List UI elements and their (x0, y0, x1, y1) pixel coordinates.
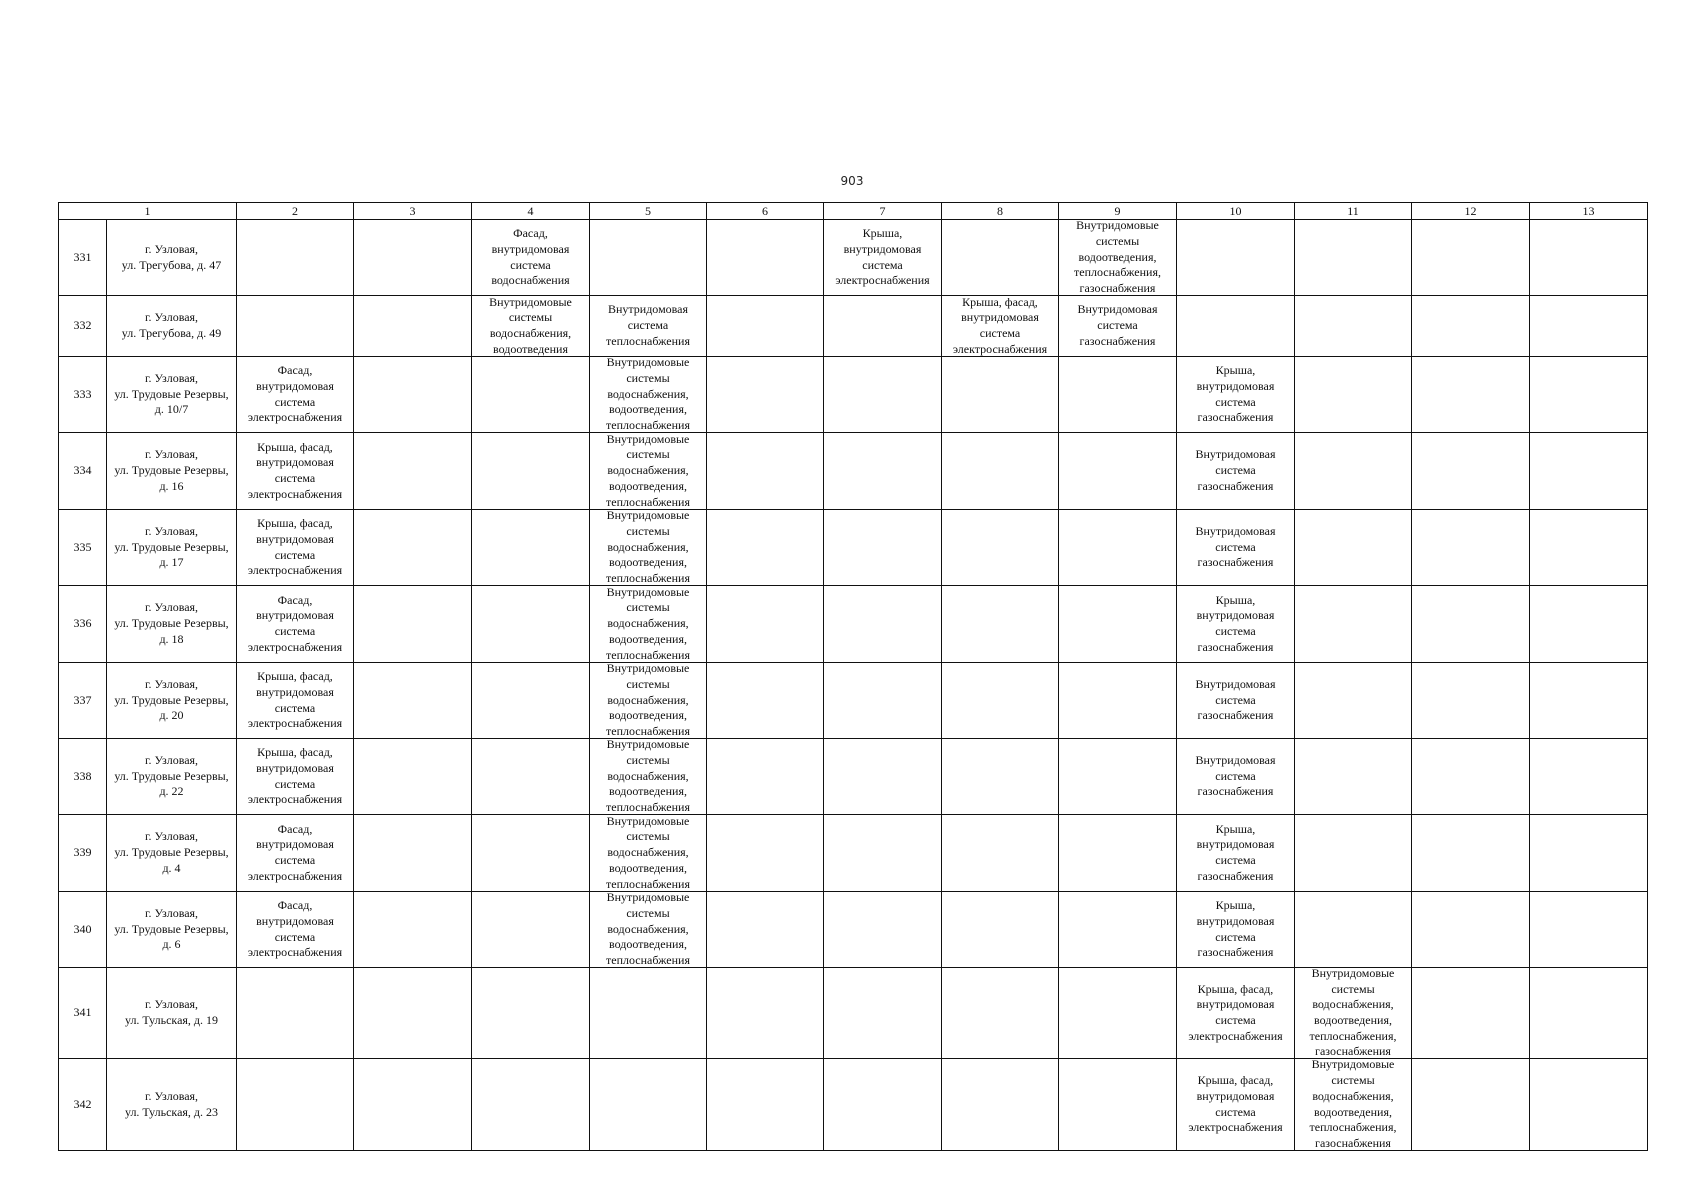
table-cell-col-7 (824, 739, 942, 815)
table-cell-col-5 (590, 586, 707, 663)
row-number-cell (59, 220, 107, 296)
table-cell-col-5 (590, 510, 707, 586)
table-cell-col-9 (1059, 357, 1177, 433)
address-cell (107, 739, 237, 815)
table-cell-col-12 (1412, 1059, 1530, 1151)
table-cell-col-3 (354, 968, 472, 1059)
table-cell-col-2 (237, 1059, 354, 1151)
address-cell-text: г. Узловая, ул. Трудовые Резервы, д. 18 (114, 600, 229, 646)
row-number-cell (59, 296, 107, 357)
table-cell-col-10 (1177, 968, 1295, 1059)
table-cell-col-2 (237, 663, 354, 739)
table-cell-col-5-text: Внутридомовые системы водоснабжения, водоотведения, теплоснабжения (606, 357, 690, 433)
table-cell-col-5-text: Внутридомовые системы водоснабжения, водоотведения, теплоснабжения (606, 433, 690, 509)
table-cell-col-11 (1295, 968, 1412, 1059)
table-cell-col-10 (1177, 357, 1295, 433)
column-header-7 (824, 203, 942, 220)
table-cell-col-8-text: Крыша, фасад, внутридомовая система электроснабжения (952, 296, 1048, 356)
table-cell-col-3 (354, 663, 472, 739)
table-cell-col-8 (942, 510, 1059, 586)
table-cell-col-12 (1412, 296, 1530, 357)
row-number-cell (59, 663, 107, 739)
table-cell-col-8 (942, 968, 1059, 1059)
table-cell-col-11 (1295, 357, 1412, 433)
table-cell-col-7 (824, 510, 942, 586)
table-cell-col-2-text: Крыша, фасад, внутридомовая система электроснабжения (247, 516, 343, 578)
table-cell-col-5-text: Внутридомовые системы водоснабжения, водоотведения, теплоснабжения (606, 815, 690, 891)
row-number-cell (59, 357, 107, 433)
table-cell-col-13 (1530, 1059, 1648, 1151)
table-cell-col-5 (590, 220, 707, 296)
table-cell-col-9 (1059, 739, 1177, 815)
table-cell-col-2 (237, 357, 354, 433)
table-cell-col-4 (472, 815, 590, 892)
table-cell-col-5 (590, 815, 707, 892)
table-cell-col-4 (472, 663, 590, 739)
table-cell-col-11-text: Внутридомовые системы водоснабжения, водоотведения, теплоснабжения, газоснабжения (1309, 1059, 1397, 1150)
table-cell-col-12 (1412, 433, 1530, 510)
table-cell-col-2 (237, 220, 354, 296)
column-header-5 (590, 203, 707, 220)
table-cell-col-6 (707, 220, 824, 296)
row-number-cell-text: 335 (73, 539, 92, 554)
row-number-cell-text: 332 (73, 318, 92, 333)
table-cell-col-13 (1530, 586, 1648, 663)
table-cell-col-9 (1059, 663, 1177, 739)
address-cell (107, 510, 237, 586)
address-cell (107, 663, 237, 739)
table-cell-col-6 (707, 433, 824, 510)
row-number-cell-text: 340 (73, 921, 92, 936)
table-cell-col-11-text: Внутридомовые системы водоснабжения, водоотведения, теплоснабжения, газоснабжения (1309, 968, 1397, 1059)
table-cell-col-2-text: Крыша, фасад, внутридомовая система электроснабжения (247, 439, 343, 501)
table-cell-col-2 (237, 739, 354, 815)
table-cell-col-8 (942, 739, 1059, 815)
table-cell-col-12 (1412, 968, 1530, 1059)
table-cell-col-7 (824, 892, 942, 968)
table-cell-col-2-text: Крыша, фасад, внутридомовая система электроснабжения (247, 669, 343, 731)
table-cell-col-5 (590, 739, 707, 815)
address-cell-text: г. Узловая, ул. Трудовые Резервы, д. 20 (114, 676, 229, 723)
table-cell-col-10 (1177, 433, 1295, 510)
table-cell-col-5 (590, 968, 707, 1059)
table-cell-col-3 (354, 510, 472, 586)
table-cell-col-10 (1177, 220, 1295, 296)
column-header-13-text: 13 (1582, 204, 1595, 218)
table-cell-col-4 (472, 1059, 590, 1151)
address-cell (107, 968, 237, 1059)
table-cell-col-7 (824, 815, 942, 892)
row-number-cell-text: 334 (73, 463, 92, 478)
column-header-6-text: 6 (762, 204, 768, 218)
table-cell-col-12 (1412, 510, 1530, 586)
table-cell-col-5 (590, 892, 707, 968)
table-cell-col-9-text: Внутридомовая система газоснабжения (1077, 302, 1158, 348)
column-header-13 (1530, 203, 1648, 220)
table-cell-col-4 (472, 433, 590, 510)
table-cell-col-3 (354, 296, 472, 357)
table-cell-col-10-text: Внутридомовая система газоснабжения (1195, 752, 1276, 799)
table-cell-col-8 (942, 220, 1059, 296)
table-cell-col-11 (1295, 892, 1412, 968)
table-cell-col-13 (1530, 663, 1648, 739)
table-cell-col-3 (354, 739, 472, 815)
table-cell-col-5-text: Внутридомовая система теплоснабжения (606, 302, 690, 348)
table-cell-col-10-text: Внутридомовая система газоснабжения (1195, 447, 1276, 493)
address-cell (107, 815, 237, 892)
table-cell-col-13 (1530, 892, 1648, 968)
table-cell-col-3 (354, 586, 472, 663)
table-cell-col-10 (1177, 296, 1295, 357)
address-cell (107, 357, 237, 433)
column-header-6 (707, 203, 824, 220)
table-cell-col-13 (1530, 815, 1648, 892)
column-header-2-text: 2 (292, 204, 298, 218)
table-cell-col-4 (472, 968, 590, 1059)
row-number-cell-text: 341 (73, 1005, 92, 1020)
table-cell-col-2 (237, 586, 354, 663)
address-cell (107, 296, 237, 357)
column-header-5-text: 5 (645, 204, 651, 218)
table-cell-col-5-text: Внутридомовые системы водоснабжения, водоотведения, теплоснабжения (606, 663, 690, 739)
table-cell-col-10 (1177, 510, 1295, 586)
table-cell-col-9 (1059, 433, 1177, 510)
table-cell-col-7 (824, 663, 942, 739)
table-cell-col-6 (707, 968, 824, 1059)
column-header-2 (237, 203, 354, 220)
table-cell-col-5-text: Внутридомовые системы водоснабжения, водоотведения, теплоснабжения (606, 586, 690, 662)
address-cell-text: г. Узловая, ул. Трудовые Резервы, д. 10/7 (114, 370, 229, 417)
table-cell-col-7 (824, 296, 942, 357)
table-cell-col-4-text: Фасад, внутридомовая система водоснабжения (491, 226, 570, 288)
column-header-11 (1295, 203, 1412, 220)
address-cell-text: г. Узловая, ул. Трудовые Резервы, д. 4 (114, 829, 229, 875)
table-cell-col-6 (707, 357, 824, 433)
table-cell-col-11 (1295, 663, 1412, 739)
table-cell-col-5-text: Внутридомовые системы водоснабжения, водоотведения, теплоснабжения (606, 892, 690, 968)
table-cell-col-4 (472, 739, 590, 815)
table-cell-col-2 (237, 892, 354, 968)
table-cell-col-2-text: Фасад, внутридомовая система электроснабжения (247, 363, 343, 425)
address-cell (107, 586, 237, 663)
row-number-cell (59, 739, 107, 815)
table-cell-col-7 (824, 1059, 942, 1151)
table-cell-col-5-text: Внутридомовые системы водоснабжения, водоотведения, теплоснабжения (606, 510, 690, 586)
table-cell-col-8 (942, 357, 1059, 433)
table-cell-col-2 (237, 510, 354, 586)
table-cell-col-4 (472, 220, 590, 296)
table-cell-col-2-text: Крыша, фасад, внутридомовая система электроснабжения (247, 745, 343, 807)
table-cell-col-10 (1177, 1059, 1295, 1151)
table-cell-col-6 (707, 663, 824, 739)
table-cell-col-5 (590, 663, 707, 739)
table-cell-col-12 (1412, 586, 1530, 663)
table-cell-col-9 (1059, 586, 1177, 663)
row-number-cell (59, 968, 107, 1059)
table-cell-col-7 (824, 357, 942, 433)
table-cell-col-7-text: Крыша, внутридомовая система электроснабжения (835, 226, 930, 288)
table-cell-col-8 (942, 296, 1059, 357)
table-cell-col-3 (354, 815, 472, 892)
table-cell-col-8 (942, 663, 1059, 739)
table-cell-col-6 (707, 815, 824, 892)
page-number: 903 (840, 174, 864, 188)
table-cell-col-8 (942, 815, 1059, 892)
table-cell-col-9 (1059, 296, 1177, 357)
column-header-1 (59, 203, 237, 220)
table-cell-col-10-text: Крыша, внутридомовая система газоснабжения (1196, 363, 1275, 425)
row-number-cell-text: 333 (73, 386, 92, 401)
table-cell-col-9 (1059, 968, 1177, 1059)
table-cell-col-3 (354, 1059, 472, 1151)
table-cell-col-2-text: Фасад, внутридомовая система электроснабжения (247, 821, 343, 883)
table-cell-col-13 (1530, 739, 1648, 815)
table-cell-col-2-text: Фасад, внутридомовая система электроснабжения (247, 898, 343, 960)
table-cell-col-13 (1530, 220, 1648, 296)
table-cell-col-2 (237, 433, 354, 510)
table-cell-col-2-text: Фасад, внутридомовая система электроснабжения (247, 592, 343, 654)
column-header-10 (1177, 203, 1295, 220)
column-header-9 (1059, 203, 1177, 220)
table-cell-col-4 (472, 296, 590, 357)
address-cell-text: г. Узловая, ул. Трегубова, д. 47 (121, 241, 222, 272)
address-cell-text: г. Узловая, ул. Тульская, д. 19 (124, 997, 219, 1027)
row-number-cell-text: 331 (73, 249, 92, 264)
table-cell-col-4 (472, 892, 590, 968)
table-cell-col-11 (1295, 815, 1412, 892)
table-cell-col-10 (1177, 739, 1295, 815)
table-cell-col-13 (1530, 433, 1648, 510)
column-header-10-text: 10 (1229, 204, 1242, 218)
table-cell-col-4-text: Внутридомовые системы водоснабжения, водоотведения (489, 296, 572, 356)
column-header-1-text: 1 (144, 204, 151, 218)
table-cell-col-6 (707, 1059, 824, 1151)
row-number-cell-text: 339 (73, 845, 92, 860)
table-cell-col-12 (1412, 815, 1530, 892)
row-number-cell (59, 1059, 107, 1151)
table-cell-col-3 (354, 220, 472, 296)
address-cell-text: г. Узловая, ул. Трудовые Резервы, д. 6 (114, 905, 229, 952)
row-number-cell-text: 337 (73, 692, 92, 707)
column-header-11-text: 11 (1347, 204, 1359, 218)
table-cell-col-6 (707, 892, 824, 968)
table-cell-col-11 (1295, 296, 1412, 357)
repair-schedule-table (58, 202, 1648, 1151)
column-header-3-text: 3 (409, 204, 416, 218)
table-cell-col-5 (590, 357, 707, 433)
table-cell-col-10 (1177, 815, 1295, 892)
table-cell-col-6 (707, 510, 824, 586)
table-cell-col-5 (590, 1059, 707, 1151)
table-cell-col-10-text: Внутридомовая система газоснабжения (1195, 523, 1276, 570)
table-cell-col-5-text: Внутридомовые системы водоснабжения, водоотведения, теплоснабжения (606, 739, 690, 815)
table-cell-col-10-text: Крыша, внутридомовая система газоснабжения (1196, 592, 1275, 654)
table-cell-col-11 (1295, 1059, 1412, 1151)
table-cell-col-7 (824, 968, 942, 1059)
table-cell-col-2 (237, 968, 354, 1059)
column-header-12 (1412, 203, 1530, 220)
table-cell-col-7 (824, 586, 942, 663)
row-number-cell (59, 815, 107, 892)
table-cell-col-10 (1177, 586, 1295, 663)
table-cell-col-12 (1412, 357, 1530, 433)
table-cell-col-6 (707, 296, 824, 357)
table-cell-col-6 (707, 739, 824, 815)
address-cell-text: г. Узловая, ул. Трудовые Резервы, д. 17 (114, 523, 229, 570)
column-header-8-text: 8 (997, 204, 1003, 218)
table-cell-col-9 (1059, 220, 1177, 296)
table-cell-col-12 (1412, 220, 1530, 296)
row-number-cell (59, 510, 107, 586)
table-cell-col-10-text: Крыша, фасад, внутридомовая система электроснабжения (1188, 981, 1283, 1043)
table-cell-col-10-text: Крыша, внутридомовая система газоснабжения (1196, 821, 1275, 883)
table-cell-col-8 (942, 433, 1059, 510)
row-number-cell-text: 336 (73, 616, 92, 631)
table-cell-col-8 (942, 892, 1059, 968)
table-cell-col-5 (590, 296, 707, 357)
table-cell-col-13 (1530, 968, 1648, 1059)
table-cell-col-12 (1412, 739, 1530, 815)
table-cell-col-9 (1059, 510, 1177, 586)
table-cell-col-5 (590, 433, 707, 510)
table-cell-col-7 (824, 433, 942, 510)
table-cell-col-2 (237, 815, 354, 892)
column-header-4-text: 4 (527, 204, 534, 218)
table-cell-col-4 (472, 586, 590, 663)
address-cell (107, 892, 237, 968)
table-cell-col-10 (1177, 663, 1295, 739)
address-cell-text: г. Узловая, ул. Трудовые Резервы, д. 22 (114, 752, 229, 799)
table-cell-col-12 (1412, 663, 1530, 739)
table-cell-col-3 (354, 433, 472, 510)
table-cell-col-11 (1295, 220, 1412, 296)
table-cell-col-12 (1412, 892, 1530, 968)
address-cell (107, 433, 237, 510)
table-cell-col-10-text: Внутридомовая система газоснабжения (1195, 676, 1276, 723)
address-cell-text: г. Узловая, ул. Тульская, д. 23 (124, 1088, 219, 1119)
column-header-3 (354, 203, 472, 220)
row-number-cell-text: 338 (73, 768, 92, 783)
table-cell-col-11 (1295, 510, 1412, 586)
table-cell-col-13 (1530, 510, 1648, 586)
table-cell-col-13 (1530, 296, 1648, 357)
table-cell-col-3 (354, 892, 472, 968)
table-cell-col-11 (1295, 586, 1412, 663)
address-cell-text: г. Узловая, ул. Трегубова, д. 49 (121, 310, 222, 340)
address-cell (107, 1059, 237, 1151)
table-cell-col-9 (1059, 892, 1177, 968)
table-cell-col-11 (1295, 433, 1412, 510)
column-header-4 (472, 203, 590, 220)
table-cell-col-8 (942, 586, 1059, 663)
table-cell-col-9-text: Внутридомовые системы водоотведения, теплоснабжения, газоснабжения (1074, 220, 1161, 296)
table-cell-col-9 (1059, 815, 1177, 892)
column-header-8 (942, 203, 1059, 220)
table-cell-col-4 (472, 357, 590, 433)
table-cell-col-11 (1295, 739, 1412, 815)
row-number-cell (59, 892, 107, 968)
table-cell-col-3 (354, 357, 472, 433)
table-cell-col-2 (237, 296, 354, 357)
column-header-12-text: 12 (1464, 204, 1477, 218)
address-cell (107, 220, 237, 296)
row-number-cell-text: 342 (73, 1096, 92, 1111)
table-cell-col-7 (824, 220, 942, 296)
table-cell-col-10-text: Крыша, внутридомовая система газоснабжения (1196, 898, 1275, 960)
column-header-9-text: 9 (1114, 204, 1121, 218)
row-number-cell (59, 433, 107, 510)
table-cell-col-6 (707, 586, 824, 663)
table-cell-col-10-text: Крыша, фасад, внутридомовая система электроснабжения (1188, 1073, 1283, 1135)
row-number-cell (59, 586, 107, 663)
column-header-7-text: 7 (879, 204, 886, 218)
table-cell-col-4 (472, 510, 590, 586)
table-cell-col-9 (1059, 1059, 1177, 1151)
table-cell-col-13 (1530, 357, 1648, 433)
table-cell-col-8 (942, 1059, 1059, 1151)
address-cell-text: г. Узловая, ул. Трудовые Резервы, д. 16 (114, 447, 229, 493)
table-cell-col-10 (1177, 892, 1295, 968)
